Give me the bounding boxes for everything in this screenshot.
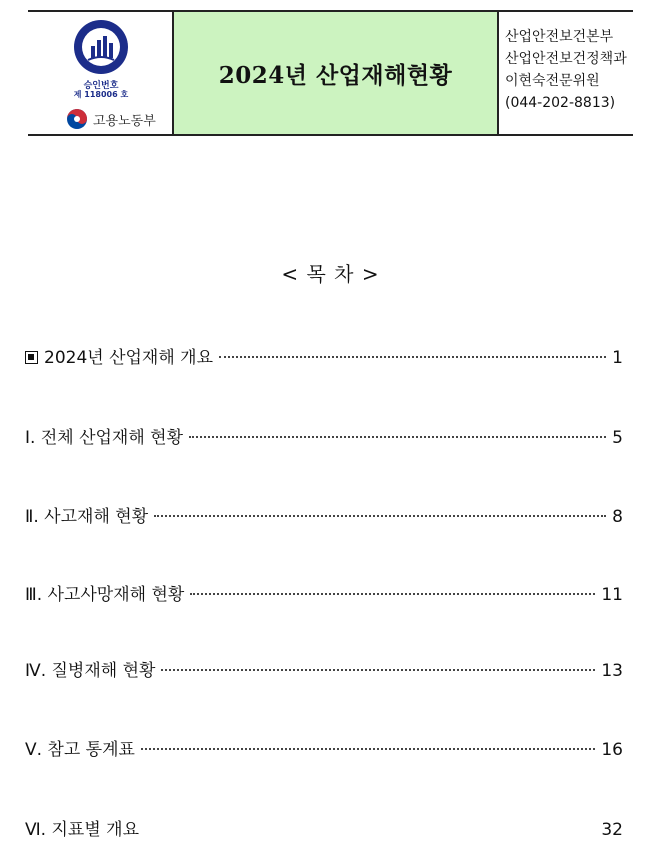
toc-entry-page: 11 bbox=[601, 585, 623, 605]
dot-leader bbox=[141, 748, 595, 750]
national-statistics-emblem-icon bbox=[72, 18, 130, 76]
logo-cell bbox=[28, 12, 174, 134]
dot-leader bbox=[154, 515, 606, 517]
toc-entry-section-4[interactable] bbox=[25, 656, 623, 682]
toc-entry-page: 1 bbox=[612, 348, 623, 368]
toc-entry-page: 32 bbox=[601, 820, 623, 840]
toc-entry-page: 5 bbox=[612, 428, 623, 448]
toc-entry-label: 2024년 산업재해 개요 bbox=[44, 348, 214, 368]
dot-leader bbox=[219, 356, 606, 358]
dot-leader bbox=[161, 669, 595, 671]
contact-department: 산업안전보건본부 bbox=[505, 29, 614, 45]
ministry-name: 고용노동부 bbox=[93, 113, 156, 129]
toc-entry-page: 8 bbox=[612, 507, 623, 527]
toc-entry-label: Ⅰ. 전체 산업재해 현황 bbox=[25, 428, 184, 448]
toc-entry-label: Ⅴ. 참고 통계표 bbox=[25, 740, 135, 760]
toc-entry-label: Ⅵ. 지표별 개요 bbox=[25, 820, 140, 840]
taegeuk-icon bbox=[66, 108, 88, 130]
title-cell bbox=[174, 12, 499, 134]
document-header bbox=[28, 10, 633, 136]
contact-person: 이현숙전문위원 bbox=[505, 73, 600, 89]
toc-heading: < 목 차 > bbox=[281, 262, 380, 286]
contact-phone: (044-202-8813) bbox=[505, 95, 616, 111]
contact-division: 산업안전보건정책과 bbox=[505, 51, 627, 67]
toc-entry-section-3[interactable] bbox=[25, 580, 623, 606]
ministry-logo bbox=[66, 108, 156, 130]
filled-square-icon bbox=[25, 351, 38, 364]
toc-entry-label: Ⅱ. 사고재해 현황 bbox=[25, 507, 149, 527]
toc-entry-section-2[interactable] bbox=[25, 502, 623, 528]
toc-entry-overview[interactable] bbox=[25, 343, 623, 369]
dot-leader bbox=[190, 593, 595, 595]
toc-entry-section-5[interactable] bbox=[25, 735, 623, 761]
document-title: 2024년 산업재해현황 bbox=[218, 61, 453, 89]
toc-entry-page: 13 bbox=[601, 661, 623, 681]
toc-entry-section-1[interactable] bbox=[25, 423, 623, 449]
toc-entry-label: Ⅳ. 질병재해 현황 bbox=[25, 661, 156, 681]
toc-entry-section-6[interactable] bbox=[25, 815, 623, 841]
approval-label: 승인번호 bbox=[83, 81, 119, 91]
approval-number: 제 118006 호 bbox=[73, 90, 129, 99]
contact-cell bbox=[499, 12, 633, 134]
toc-entry-label: Ⅲ. 사고사망재해 현황 bbox=[25, 585, 185, 605]
toc-entry-page: 16 bbox=[601, 740, 623, 760]
dot-leader bbox=[189, 436, 606, 438]
